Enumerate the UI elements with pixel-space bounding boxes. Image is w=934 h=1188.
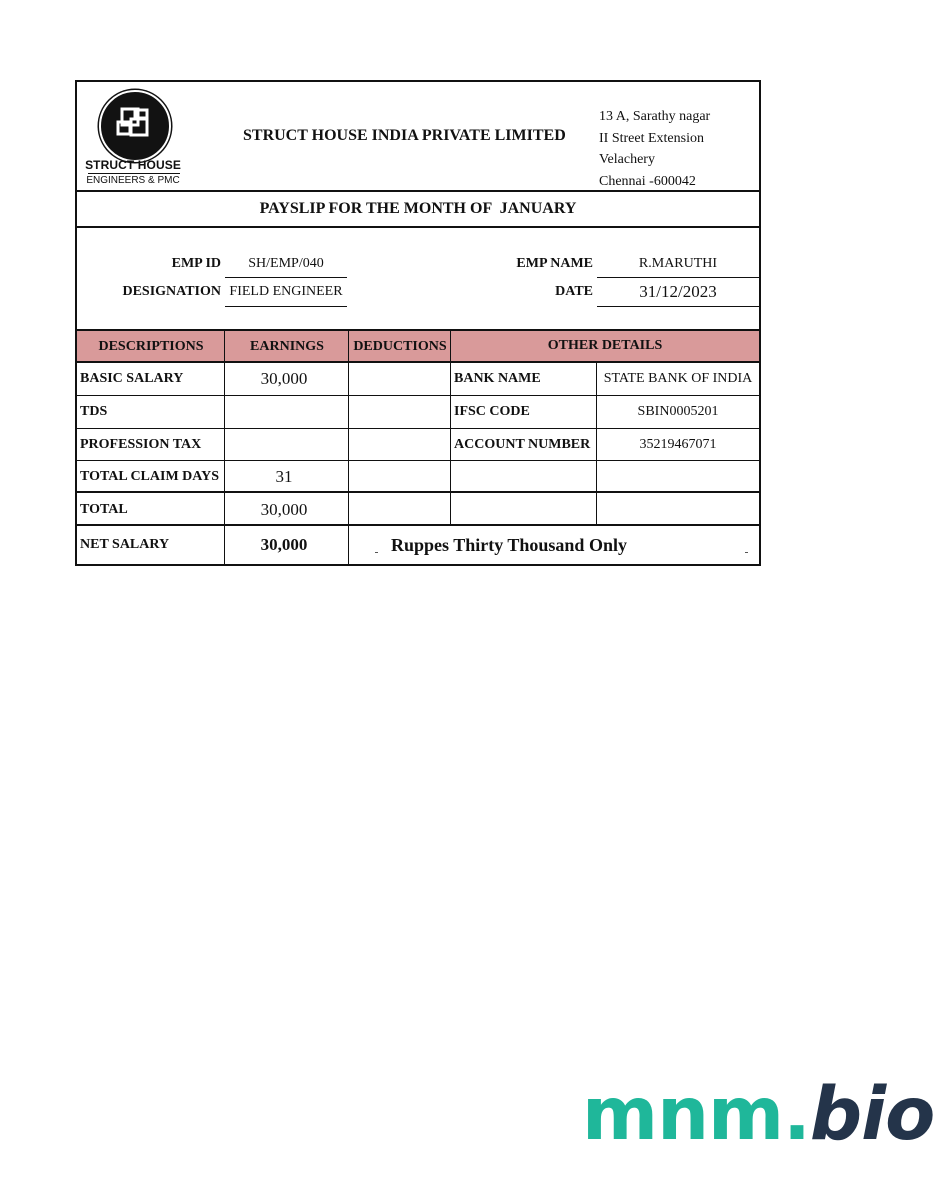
table-row: TOTAL CLAIM DAYS bbox=[80, 469, 220, 484]
header-descriptions: DESCRIPTIONS bbox=[98, 339, 204, 354]
address-line: 13 A, Sarathy nagar bbox=[599, 109, 711, 124]
address-line: Velachery bbox=[599, 152, 655, 168]
header-other-details: OTHER DETAILS bbox=[547, 338, 663, 353]
header-deductions: DEDUCTIONS bbox=[353, 339, 447, 354]
other-value: 35219467071 bbox=[639, 437, 717, 452]
other-label: IFSC CODE bbox=[454, 404, 530, 419]
logo-name: STRUCT HOUSE bbox=[85, 158, 181, 172]
net-salary-label: NET SALARY bbox=[80, 537, 170, 552]
other-label: BANK NAME bbox=[454, 371, 541, 386]
logo-tagline: ENGINEERS & PMC bbox=[86, 175, 180, 186]
total-earnings: 30,000 bbox=[260, 500, 308, 519]
designation-value: FIELD ENGINEER bbox=[229, 284, 343, 299]
emp-name-value: R.MARUTHI bbox=[638, 256, 718, 271]
watermark-logo bbox=[582, 1072, 934, 1157]
earnings-cell bbox=[225, 429, 343, 461]
logo-emblem-icon bbox=[99, 90, 171, 162]
emp-name-label: EMP NAME bbox=[516, 256, 593, 271]
payslip bbox=[75, 80, 761, 566]
watermark-part2: bio bbox=[809, 1072, 934, 1157]
date-value: 31/12/2023 bbox=[639, 282, 717, 301]
earnings-cell: 30,000 bbox=[260, 369, 308, 388]
emp-id-value: SH/EMP/040 bbox=[248, 256, 324, 271]
designation-label: DESIGNATION bbox=[122, 284, 221, 299]
address-line: II Street Extension bbox=[599, 130, 704, 146]
other-label: ACCOUNT NUMBER bbox=[454, 437, 591, 452]
other-value bbox=[597, 461, 759, 493]
payslip-title: PAYSLIP FOR THE MONTH OF JANUARY bbox=[259, 200, 577, 217]
table-row: TDS bbox=[80, 404, 108, 419]
total-label: TOTAL bbox=[80, 502, 128, 517]
other-value: STATE BANK OF INDIA bbox=[603, 371, 753, 386]
header-earnings: EARNINGS bbox=[250, 339, 324, 354]
company-name: STRUCT HOUSE INDIA PRIVATE LIMITED bbox=[243, 127, 566, 144]
net-salary-words: Ruppes Thirty Thousand Only bbox=[391, 534, 627, 555]
table-row: PROFESSION TAX bbox=[80, 437, 202, 452]
company-address bbox=[599, 106, 710, 193]
earnings-cell: 31 bbox=[275, 467, 293, 486]
emp-id-label: EMP ID bbox=[171, 256, 221, 271]
watermark-part1: mnm. bbox=[582, 1072, 810, 1157]
date-label: DATE bbox=[555, 284, 593, 299]
other-value: SBIN0005201 bbox=[637, 404, 719, 419]
company-logo bbox=[77, 82, 189, 192]
net-salary-amount: 30,000 bbox=[260, 535, 308, 554]
earnings-cell bbox=[225, 396, 343, 428]
table-row: BASIC SALARY bbox=[80, 371, 184, 386]
address-line: Chennai -600042 bbox=[599, 174, 696, 190]
